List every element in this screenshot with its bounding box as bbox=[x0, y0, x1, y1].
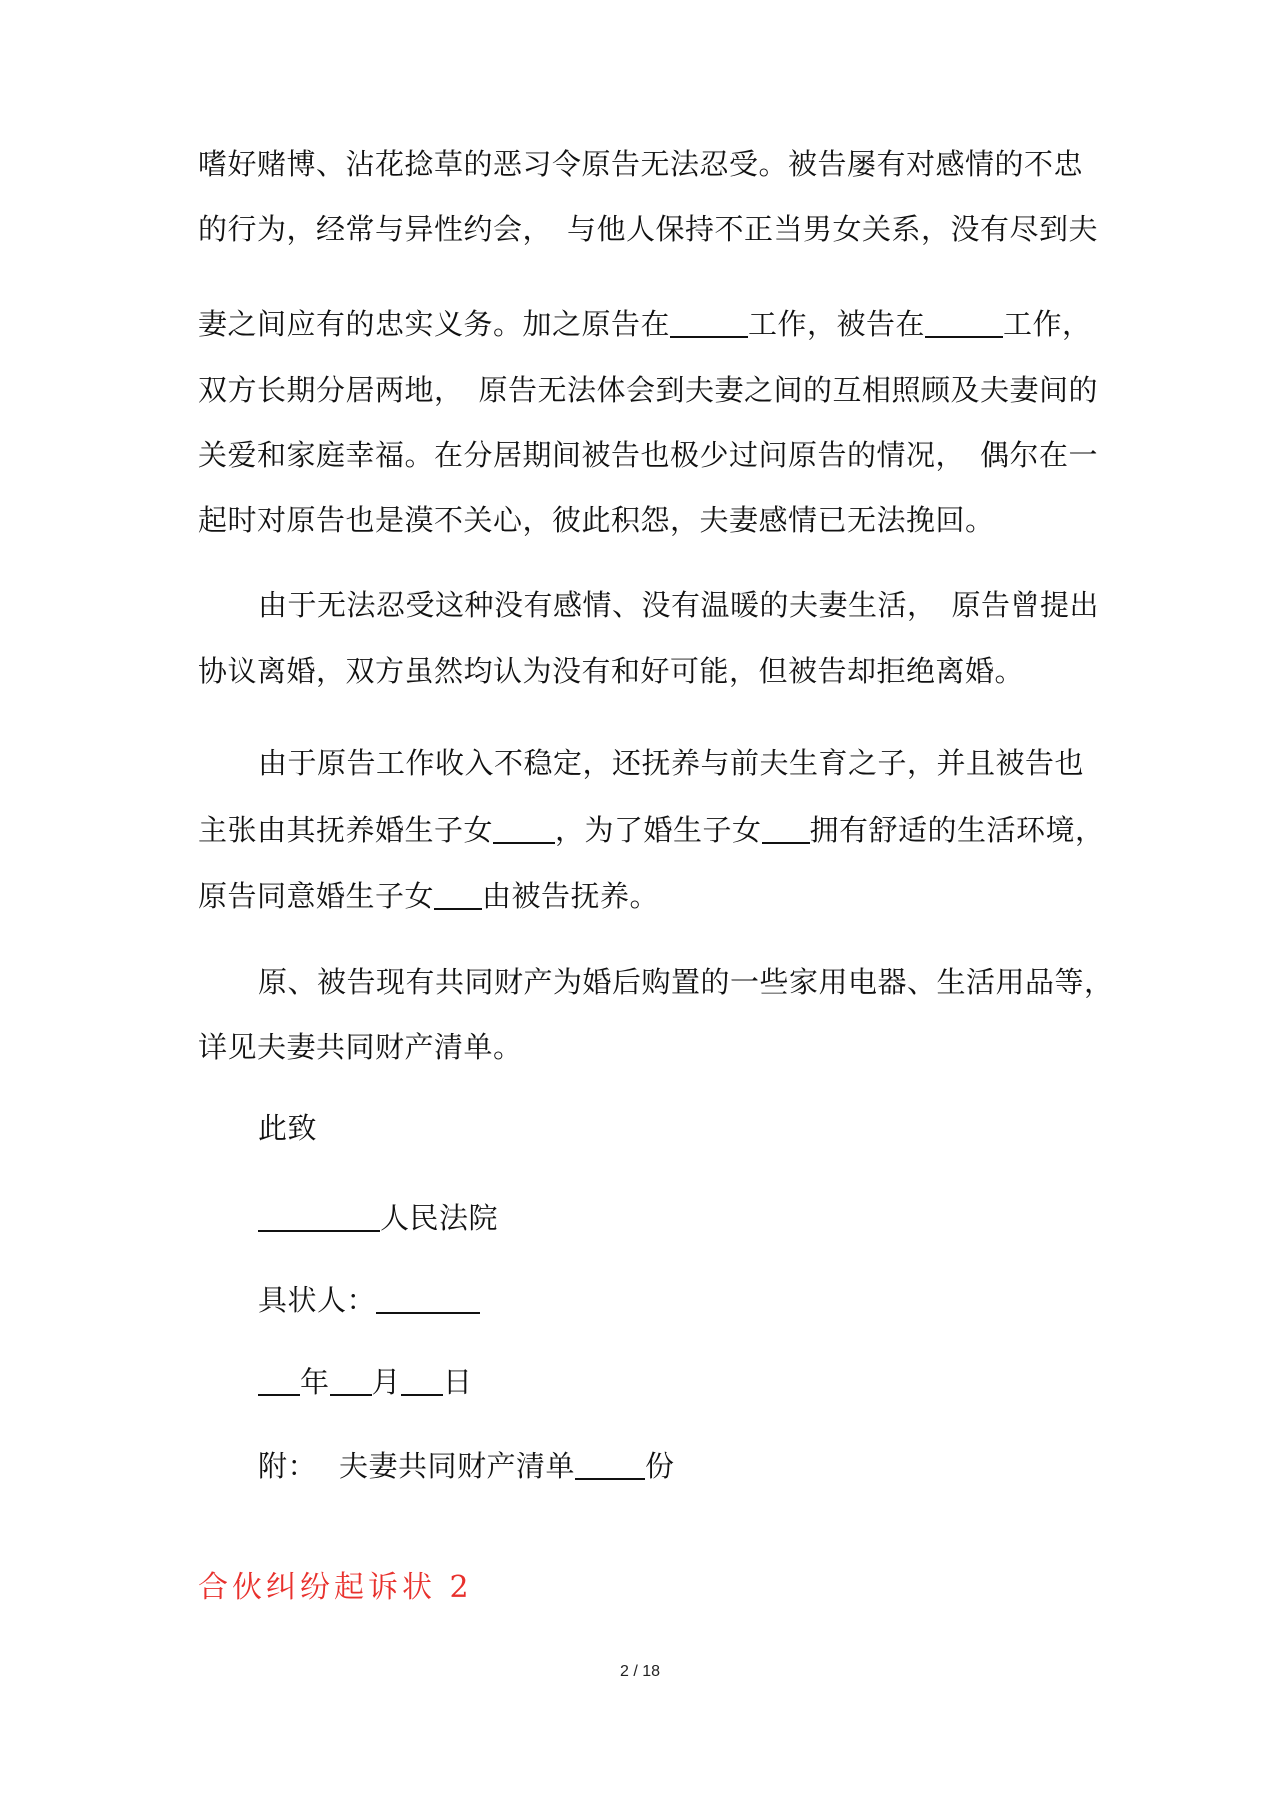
text-segment: ，为了婚生子女 bbox=[555, 813, 762, 847]
paragraph-line: 嗜好赌博、沾花捻草的恶习令原告无法忍受。被告屡有对感情的不忠 bbox=[198, 147, 1084, 181]
attachment-line bbox=[258, 1446, 675, 1486]
text-segment: 妻之间应有的忠实义务。加之原告在 bbox=[198, 307, 671, 341]
page-number: 2 / 18 bbox=[619, 1663, 661, 1680]
court-line bbox=[258, 1198, 498, 1238]
blank-field bbox=[925, 306, 1003, 338]
blank-field bbox=[330, 1364, 372, 1396]
paragraph-line: 起时对原告也是漠不关心，彼此积怨，夫妻感情已无法挽回。 bbox=[198, 503, 995, 537]
day-label: 日 bbox=[443, 1365, 473, 1399]
paragraph-line bbox=[198, 876, 659, 916]
court-suffix: 人民法院 bbox=[380, 1201, 499, 1235]
text-segment: 工作，被告在 bbox=[748, 307, 926, 341]
text-segment: 原告同意婚生子女 bbox=[198, 879, 435, 913]
text-segment: 拥有舒适的生活环境， bbox=[809, 813, 1105, 847]
blank-field bbox=[762, 812, 810, 844]
paragraph-line: 原、被告现有共同财产为婚后购置的一些家用电器、生活用品等， bbox=[258, 965, 1114, 999]
section-heading: 合伙纠纷起诉状 2 bbox=[198, 1570, 473, 1605]
signer-label: 具状人： bbox=[258, 1283, 377, 1317]
paragraph-line bbox=[198, 304, 1092, 344]
blank-field bbox=[258, 1200, 380, 1232]
signer-line bbox=[258, 1280, 480, 1320]
blank-field bbox=[575, 1448, 645, 1480]
blank-field bbox=[258, 1364, 300, 1396]
month-label: 月 bbox=[371, 1365, 402, 1399]
paragraph-line: 由于无法忍受这种没有感情、没有温暖的夫妻生活， 原告曾提出 bbox=[258, 588, 1100, 622]
blank-field bbox=[493, 812, 555, 844]
blank-field bbox=[401, 1364, 443, 1396]
attachment-label: 附： bbox=[258, 1449, 318, 1483]
blank-field bbox=[434, 878, 482, 910]
paragraph-line: 关爱和家庭幸福。在分居期间被告也极少过问原告的情况， 偶尔在一 bbox=[198, 438, 1099, 472]
paragraph-line: 由于原告工作收入不稳定，还抚养与前夫生育之子，并且被告也 bbox=[258, 746, 1085, 780]
text-segment: 工作， bbox=[1003, 307, 1092, 341]
attachment-unit: 份 bbox=[645, 1449, 675, 1483]
date-line bbox=[258, 1362, 473, 1402]
text-segment: 主张由其抚养婚生子女 bbox=[198, 813, 494, 847]
paragraph-line bbox=[198, 810, 1105, 850]
attachment-text: 夫妻共同财产清单 bbox=[339, 1449, 576, 1483]
paragraph-line: 的行为，经常与异性约会， 与他人保持不正当男女关系，没有尽到夫 bbox=[198, 212, 1099, 246]
year-label: 年 bbox=[300, 1365, 330, 1399]
paragraph-line: 双方长期分居两地， 原告无法体会到夫妻之间的互相照顾及夫妻间的 bbox=[198, 373, 1099, 407]
paragraph-line: 详见夫妻共同财产清单。 bbox=[198, 1030, 523, 1064]
blank-field bbox=[376, 1282, 480, 1314]
blank-field bbox=[670, 306, 748, 338]
text-segment: 由被告抚养。 bbox=[482, 879, 660, 913]
paragraph-line: 协议离婚，双方虽然均认为没有和好可能，但被告却拒绝离婚。 bbox=[198, 654, 1025, 688]
salutation: 此致 bbox=[258, 1111, 318, 1145]
